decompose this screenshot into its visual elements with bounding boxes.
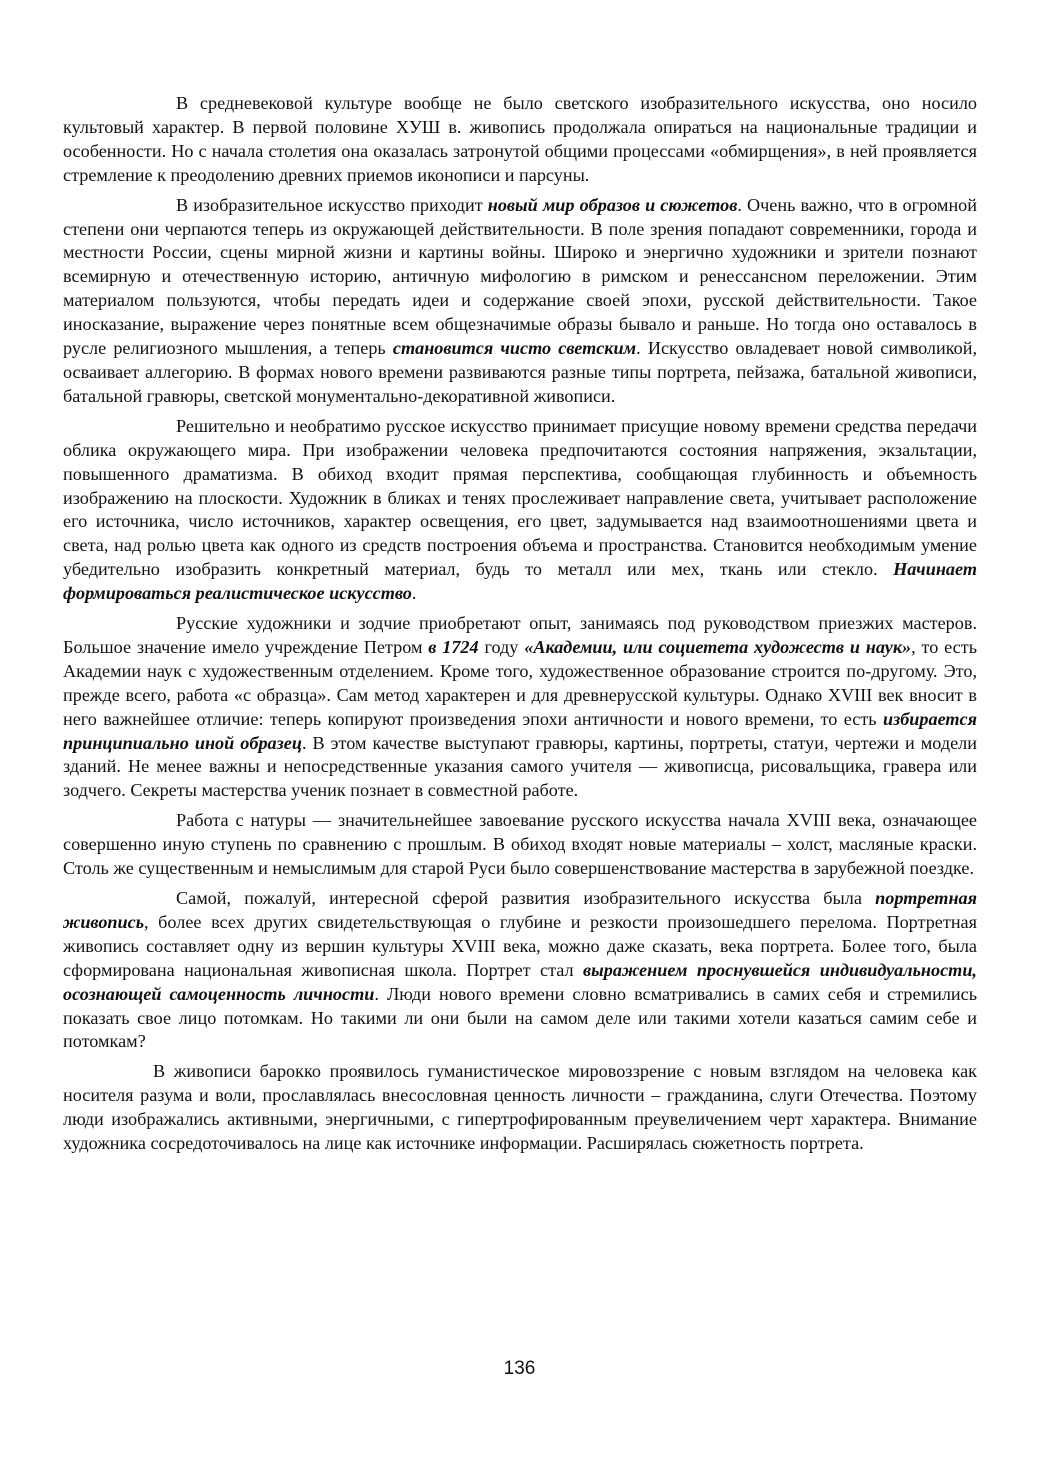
paragraph-3: [63, 415, 977, 606]
paragraph-2-text: . Искусство овладевает новой символикой, осваивает аллегорию. В формах нового времени развиваются разные типы портрета, пейзажа, батальной живописи, батальной гравюры, светской монументально-декоративной живописи.: [63, 338, 978, 406]
emphasis-becomes-secular: становится чисто светским: [392, 338, 637, 359]
paragraph-4-text: году: [478, 636, 525, 657]
paragraph-1-text: В средневековой культуре вообще не было светского изобразительного искусства, оно носило культовый характер. В первой половине ХУШ в. живопись продолжала опираться на национальные традиции и особенности. Но с начала столетия она оказалась затронутой общими процессами «обмирщения», в ней проявляется стремление к преодолению древних приемов иконописи и парсуны.: [63, 93, 977, 185]
paragraph-7: [63, 1060, 977, 1156]
emphasis-year: в 1724: [428, 636, 479, 657]
paragraph-6-text: . Люди нового времени словно всматривались в самих себя и стремились показать свое лицо потомкам. Но такими ли они были на самом деле или такими хотели казаться самим себе и потомкам?: [63, 983, 977, 1052]
paragraph-3-text: Решительно и необратимо русское искусство принимает присущие новому времени средства передачи облика окружающего мира. При изображении человека предпочитаются состояния напряжения, экзальтации, повышенного драматизма. В обиход входит прямая перспектива, сообщающая глубинность и объемность изображению на плоскости. Художник в бликах и тенях прослеживает направление света, учитывает расположение его источника, число источников, характер освещения, его цвет, задумывается над взаимоотношениями цвета и света, над ролью цвета как одного из средств построения объема и пространства. Становится необходимым умение убедительно изобразить конкретный материал, будь то металл или мех, ткань или стекло.: [63, 415, 977, 580]
page-number: 136: [503, 1358, 536, 1379]
paragraph-5-text: Работа с натуры — значительнейшее завоевание русского искусства начала XVIII века, означающее совершенно иную ступень по сравнению с прошлым. В обиход входят новые материалы – холст, масляные краски. Столь же существенным и немыслимым для старой Руси было совершенствование мастерства в зарубежной поездке.: [63, 810, 977, 879]
paragraph-3-text: .: [411, 583, 417, 604]
emphasis-academy: «Академии, или социетета художеств и наук»: [524, 636, 912, 657]
paragraph-4: [63, 612, 977, 803]
paragraph-7-text: В живописи барокко проявилось гуманистическое мировоззрение с новым взглядом на человека как носителя разума и воли, прославлялась внесословная ценность личности – гражданина, слуги Отечества. Поэтому люди изображались активными, энергичными, с гипертрофированным преувеличением черт характера. Внимание художника сосредоточивалось на лице как источнике информации. Расширялась сюжетность портрета.: [63, 1061, 977, 1154]
document-body: [63, 92, 977, 1156]
paragraph-5: [63, 809, 977, 881]
emphasis-individuality: выражением проснувшейся индивидуальности, осознающей самоценность личности: [63, 959, 977, 1004]
paragraph-2-text: В изобразительное искусство приходит: [176, 194, 488, 215]
paragraph-2-text: . Очень важно, что в огромной степени они черпаются теперь из окружающей действительности. В поле зрения попадают современники, города и местности России, сцены мирной жизни и картины войны. Широко и энергично художники и зрители познают всемирную и отечественную историю, античную мифологию в римском и ренессансном переложении. Этим материалом пользуются, чтобы передать идеи и содержание своей эпохи, русской действительности. Такое иносказание, выражение через понятные всем общезначимые образы бывало и раньше. Но тогда оно оставалось в русле религиозного мышления, а теперь: [63, 194, 978, 359]
paragraph-6-text: , более всех других свидетельствующая о глубине и резкости произошедшего перелома. Портретная живопись составляет одну из вершин культуры XVIII века, можно даже сказать, века портрета. Более того, была сформирована национальная живописная школа. Портрет стал: [63, 911, 977, 980]
paragraph-6-text: Самой, пожалуй, интересной сферой развития изобразительного искусства была: [176, 888, 876, 908]
paragraph-4-text: , то есть Академии наук с художественным отделением. Кроме того, художественное образование строится по-другому. Это, прежде всего, работа «с образца». Сам метод характерен и для древнерусской культуры. Однако XVIII век вносит в него важнейшее отличие: теперь копируют произведения эпохи античности и нового времени, то есть: [63, 636, 977, 729]
paragraph-6: [63, 887, 977, 1054]
emphasis-realistic-art: Начинает формироваться реалистическое искусство: [63, 559, 977, 604]
paragraph-4-text: . В этом качестве выступают гравюры, картины, портреты, статуи, чертежи и модели зданий. Не менее важны и непосредственные указания самого учителя — живописца, рисовальщика, гравера или зодчего. Секреты мастерства ученик познает в совместной работе.: [63, 732, 977, 801]
paragraph-4-text: Русские художники и зодчие приобретают опыт, занимаясь под руководством приезжих мастеров. Большое значение имело учреждение Петром: [63, 613, 977, 657]
paragraph-1: [63, 92, 977, 188]
paragraph-2: [63, 194, 977, 409]
emphasis-new-model: избирается принципиально иной образец: [63, 708, 977, 753]
emphasis-portrait-painting: портретная живопись: [63, 888, 977, 932]
emphasis-new-world-of-images: новый мир образов и сюжетов: [487, 194, 738, 215]
